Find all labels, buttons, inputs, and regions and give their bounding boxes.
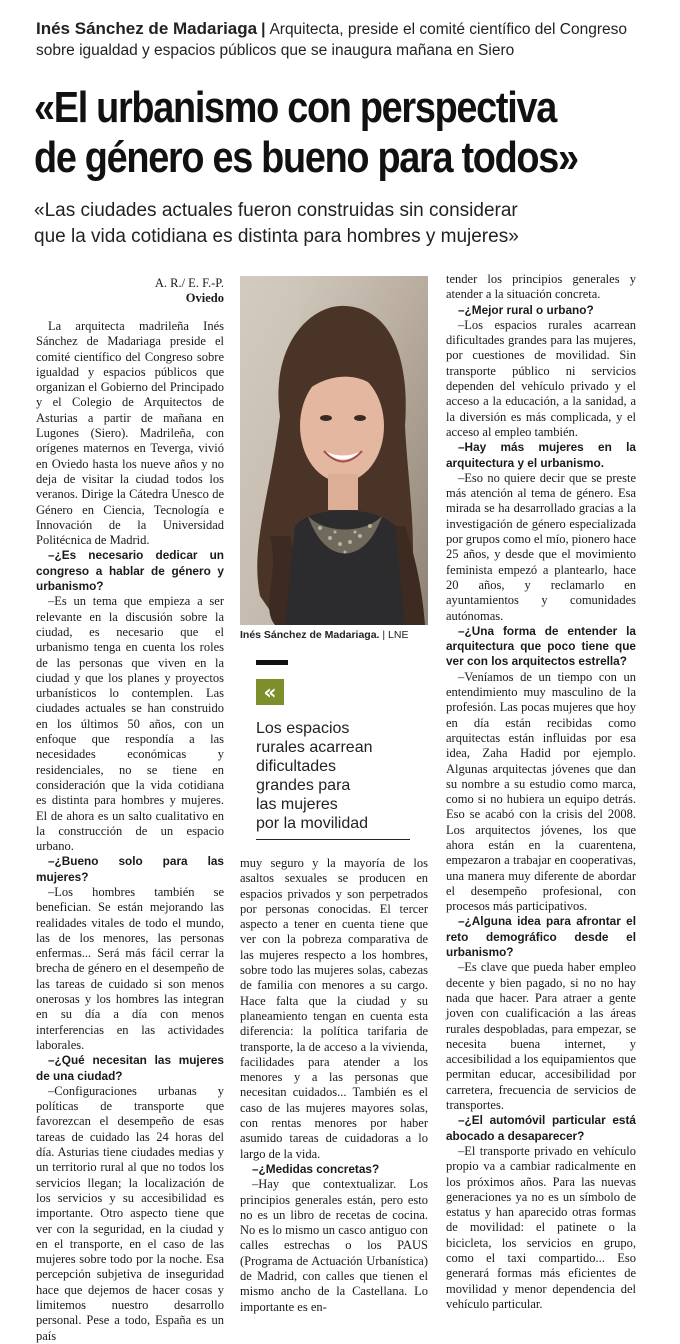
answer: –Los espacios rurales acarrean dificultades grandes para las mujeres, por cuestiones de movilidad. Sin transporte público ni servicios dependen del vehículo privado y el acceso a la educación, a la sanidad, a la diversión es más complicada, y el acceso al empleo también.: [446, 317, 636, 439]
caption-separator: |: [382, 629, 386, 641]
headline: [34, 83, 578, 183]
answer: –El transporte privado en vehículo propio va a cambiar radicalmente en los próximos años. Para las nuevas generaciones ya no es un símbolo de estatus y han aparecido otras formas de movilidad: el patinete o la bicicleta, los servicios en grupo, como el taxi compartido... Eso generará formas más eficientes de movilidad y menor dependencia del vehículo particular.: [446, 1143, 636, 1311]
pull-quote-line: dificultades: [256, 758, 337, 775]
pull-quote-bar: [256, 660, 288, 665]
byline-location: Oviedo: [185, 291, 224, 305]
portrait-illustration: [240, 276, 428, 625]
caption-name: Inés Sánchez de Madariaga.: [240, 629, 380, 641]
intro-paragraph: La arquitecta madrileña Inés Sánchez de Madariaga preside el comité científico del Congreso sobre igualdad y espacios públicos que organizan el Gobierno del Principado y el Colegio de Arquitectos de Asturias a partir de mañana en Lugones (Siero). Madrileña, con orígenes maternos en Teverga, vivió en Oviedo hasta los nueve años y no deja de visitar la ciudad todos los veranos. Dirige la Cátedra Unesco de Género en Ciencia, Tecnología e Innovación de la Universidad Politécnica de Madrid.: [36, 319, 224, 548]
answer: –Es clave que pueda haber empleo decente y bien pagado, si no no hay nada que hacer. Para atraer a gente joven con cualificación a las áreas rurales despobladas, para empezar, se necesita buena internet, y accesibilidad a los equipamientos que permitan educar, accesibilidad por carretera, frecuencia de servicios de transportes.: [446, 960, 636, 1113]
answer-continued: muy seguro y la mayoría de los asaltos sexuales se producen en espacios privados y son perpetrados por personas conocidas. El tercer aspecto a tener en cuenta tiene que ver con la pobreza comparativa de las mujeres respecto a los hombres, sobre todo las mujeres solas, cabezas de familia con menores a su cargo. Hace falta que la ciudad y su planeamiento tengan en cuenta esta diferencia: la política tarifaria de transporte, la de acceso a la vivienda, facilidades para atender a los menores y a las personas que necesitan cuidados... También es el caso de las mujeres mayores solas, con rentas menores por haber asumido tareas de cuidadoras a lo largo de la vida.: [240, 856, 428, 1161]
question: –¿Una forma de entender la arquitectura que poco tiene que ver con los arquitectos estrella?: [446, 623, 636, 669]
question: –¿Qué necesitan las mujeres de una ciudad?: [36, 1053, 224, 1083]
question: –Hay más mujeres en la arquitectura y el urbanismo.: [446, 440, 636, 470]
pull-quote-rule: [256, 839, 410, 840]
article-column-3: [446, 272, 636, 1312]
subheadline-line: «Las ciudades actuales fueron construidas sin considerar: [34, 200, 518, 221]
headline-line: «El urbanismo con perspectiva: [34, 83, 556, 132]
portrait-photo: [240, 276, 428, 625]
question: –¿Mejor rural o urbano?: [458, 302, 594, 317]
byline-author: A. R./ E. F.-P.: [154, 276, 224, 290]
question: –¿El automóvil particular está abocado a desaparecer?: [446, 1113, 636, 1143]
kicker: [36, 18, 646, 61]
pull-quote-line: grandes para: [256, 777, 351, 794]
headline-line: de género es bueno para todos»: [34, 133, 578, 182]
pull-quote-line: las mujeres: [256, 796, 338, 813]
pull-quote-line: rurales acarrean: [256, 739, 373, 756]
pull-quote-text: [256, 719, 414, 833]
interviewee-name: Inés Sánchez de Madariaga: [36, 19, 258, 38]
article-column-2: [240, 856, 428, 1315]
answer: –Los hombres también se benefician. Se están mejorando las realidades vitales de todo el mundo, las de los menores, las personas enfermas... Será más fácil cerrar la brecha de género en el desempeño de las tareas de cuidado si son menos onerosas y los hombres las integran en su día a día con menos interferencias en las actividades laborales.: [36, 884, 224, 1052]
subheadline: [34, 198, 634, 250]
subheadline-line: que la vida cotidiana es distinta para hombres y mujeres»: [34, 226, 519, 247]
answer-continued: tender los principios generales y atender a la situación concreta.: [446, 272, 636, 302]
question: –¿Bueno solo para las mujeres?: [36, 854, 224, 884]
pull-quote-line: por la movilidad: [256, 815, 369, 832]
answer: –Hay que contextualizar. Los principios generales están, pero esto no es un libro de recetas de cocina. No es lo mismo un casco antiguo con calles estrechas o los PAUS (Programa de Actuación Urbanística) de Madrid, con calles que tienen el mismo ancho de la Castellana. Lo importante es en-: [240, 1177, 428, 1314]
answer: –Veníamos de un tiempo con un entendimiento muy masculino de la profesión. Las pocas mujeres que hoy en día están recibidas como arquitectas están influidas por esa idea, Zaha Hadid por ejemplo. Algunas arquitectas jóvenes que dan su nombre a su estudio como marca, como si no hubiera un equipo detrás. Eso se acabó con la crisis del 2008. Los arquitectos jóvenes, los que ahora están en la cuarentena, empezaron a trabajar en cooperativas, una manera muy diferente de abordar el desempeño profesional, con procesos más participativos.: [446, 669, 636, 914]
pull-quote: [256, 660, 414, 840]
kicker-description: Arquitecta, preside el comité científico del Congreso sobre igualdad y espacios públicos que se inaugura mañana en Siero: [36, 21, 627, 59]
quote-mark-icon: «: [256, 679, 284, 705]
question: –¿Medidas concretas?: [252, 1161, 380, 1176]
caption-credit: LNE: [388, 629, 409, 641]
answer: –Es un tema que empieza a ser relevante en la discusión sobre la ciudad, es necesario que el urbanismo tenga en cuenta los roles de las personas que viven en la ciudad y que los planes y proyectos urbanísticos lo contemplen. Las ciudades actuales se han construido en los últimos 50 años, con un enfoque que respondía a las necesidades económicas y residenciales, no se tiene en consideración que la vida cotidiana es distinta para hombres y mujeres. El de ahora es un salto cualitativo en la construcción de un espacio urbano.: [36, 594, 224, 854]
byline: [36, 276, 224, 306]
question: –¿Es necesario dedicar un congreso a hablar de género y urbanismo?: [36, 548, 224, 594]
answer: –Eso no quiere decir que se preste más atención al tema de género. Esa mirada se ha desarrollado gracias a la investigación de género especializada por grupos como el mío, pionero hace 25 años, y desde que el movimiento feminista empezó a plantearlo, hace 20 años, y reclamarlo en ayuntamientos y comunidades autónomas.: [446, 470, 636, 623]
pull-quote-line: Los espacios: [256, 720, 350, 737]
photo-caption: [240, 629, 430, 641]
answer: –Configuraciones urbanas y políticas de transporte que favorezcan el desempeño de esas tareas de cuidado las 24 horas del día. Asturias tiene ciudades medias y un territorio rural al que no todos los servicios llegan; la localización de los servicios y su accesibilidad es importante. Otro aspecto tiene que ver con la seguridad, en la ciudad y en el transporte, en el caso de las mujeres sobre todo por la noche. Esa percepción subjetiva de inseguridad hace que dejemos de hacer cosas y limitemos nuestro desarrollo personal. Pese a todo, España es un país: [36, 1083, 224, 1343]
question: –¿Alguna idea para afrontar el reto demográfico desde el urbanismo?: [446, 914, 636, 960]
article-column-1: [36, 276, 224, 1344]
kicker-separator: |: [261, 21, 266, 38]
